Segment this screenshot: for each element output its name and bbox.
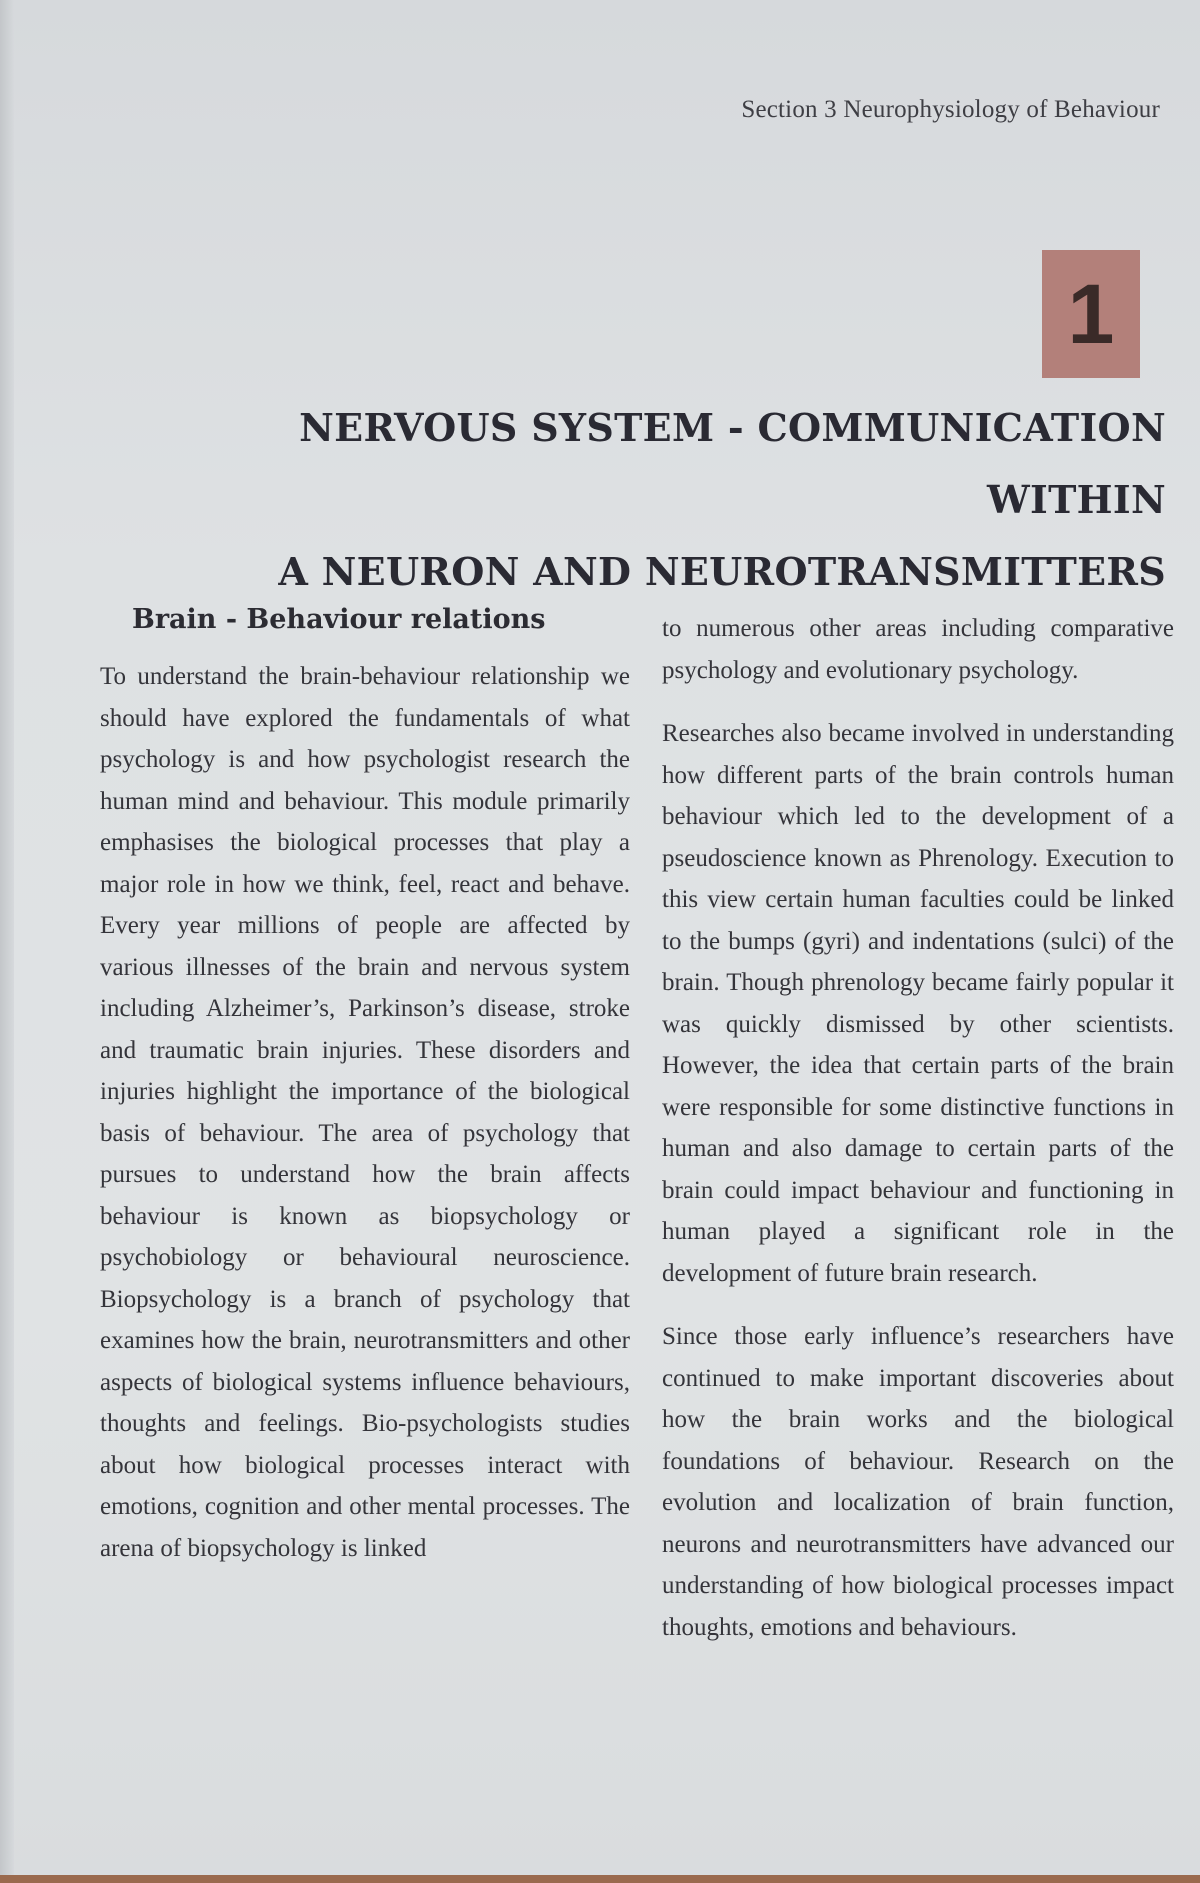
chapter-title-line-1: NERVOUS SYSTEM - COMMUNICATION WITHIN — [299, 405, 1166, 522]
chapter-number: 1 — [1067, 267, 1115, 361]
right-paragraph-3: Since those early influence’s researchers have continued to make important discoveries about how the brain works and the biological foundations of behaviour. Research on the evolution and localization of brain function, neurons and neurotransmitters have advanced our understanding of how biological processes impact thoughts, emotions and behaviours. — [662, 1323, 1174, 1641]
section-heading: Brain - Behaviour relations — [132, 604, 546, 635]
running-head: Section 3 Neurophysiology of Behaviour — [741, 96, 1160, 123]
chapter-number-box — [1042, 250, 1140, 378]
chapter-title — [186, 392, 1166, 608]
right-column — [662, 608, 1174, 1670]
page-binding-edge — [0, 0, 14, 1883]
chapter-title-line-2: A NEURON AND NEUROTRANSMITTERS — [278, 549, 1166, 594]
right-paragraph-1: to numerous other areas including comparative psychology and evolutionary psychology. — [662, 615, 1174, 684]
page-bottom-edge — [0, 1875, 1200, 1883]
left-paragraph-1: To understand the brain-behaviour relationship we should have explored the fundamentals of what psychology is and how psychologist research the human mind and behaviour. This module primarily emphasises the biological processes that play a major role in how we think, feel, react and behave. Every year millions of people are affected by various illnesses of the brain and nervous system including Alzheimer’s, Parkinson’s disease, stroke and traumatic brain injuries. These disorders and injuries highlight the importance of the biological basis of behaviour. The area of psychology that pursues to understand how the brain affects behaviour is known as biopsychology or psychobiology or behavioural neuroscience. Biopsychology is a branch of psychology that examines how the brain, neurotransmitters and other aspects of biological systems influence behaviours, thoughts and feelings. Bio-psychologists studies about how biological processes interact with emotions, cognition and other mental processes. The arena of biopsychology is linked — [100, 663, 630, 1562]
right-paragraph-2: Researches also became involved in understanding how different parts of the brain controls human behaviour which led to the development of a pseudoscience known as Phrenology. Execution to this view certain human faculties could be linked to the bumps (gyri) and indentations (sulci) of the brain. Though phrenology became fairly popular it was quickly dismissed by other scientists. However, the idea that certain parts of the brain were responsible for some distinctive functions in human and also damage to certain parts of the brain could impact behaviour and functioning in human played a significant role in the development of future brain research. — [662, 720, 1174, 1287]
left-column — [100, 598, 630, 1591]
